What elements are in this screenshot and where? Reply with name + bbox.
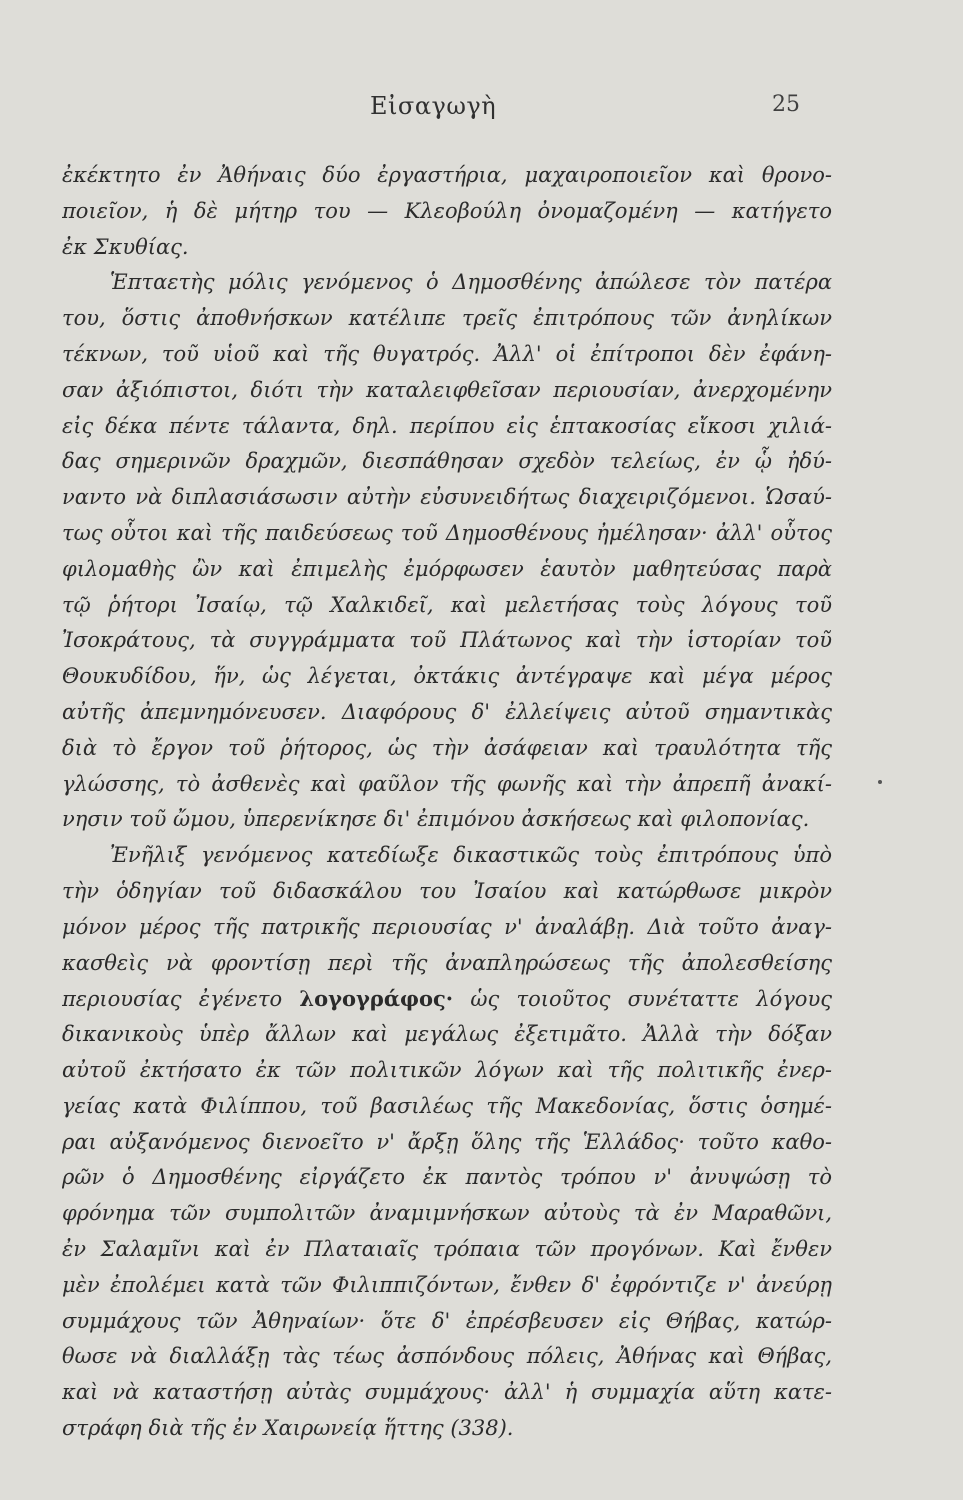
- text-line: Θουκυδίδου, ἥν, ὡς λέγεται, ὀκτάκις ἀντέγραψε καὶ μέγα μέρος: [62, 664, 832, 689]
- text-line: συμμάχους τῶν Ἀθηναίων· ὅτε δ' ἐπρέσβευσεν εἰς Θήβας, κατώρ-: [62, 1308, 832, 1333]
- page-header: [0, 80, 963, 120]
- text-line: θωσε νὰ διαλλάξῃ τὰς τέως ἀσπόνδους πόλεις, Ἀθήνας καὶ Θήβας,: [62, 1344, 832, 1369]
- text-line: Ἰσοκράτους, τὰ συγγράμματα τοῦ Πλάτωνος καὶ τὴν ἱστορίαν τοῦ: [62, 628, 832, 653]
- text-line: ναντο νὰ διπλασιάσωσιν αὐτὴν εὐσυνειδήτως διαχειριζόμενοι. Ὡσαύ-: [62, 485, 832, 510]
- text-line: Ἐνῆλιξ γενόμενος κατεδίωξε δικαστικῶς τοὺς ἐπιτρόπους ὑπὸ: [110, 843, 832, 868]
- text-line: γείας κατὰ Φιλίππου, τοῦ βασιλέως τῆς Μακεδονίας, ὅστις ὁσημέ-: [62, 1093, 832, 1118]
- text-line: τως οὗτοι καὶ τῆς παιδεύσεως τοῦ Δημοσθένους ἠμέλησαν· ἀλλ' οὗτος: [62, 520, 832, 545]
- text-line: δικανικοὺς ὑπὲρ ἄλλων καὶ μεγάλως ἐξετιμᾶτο. Ἀλλὰ τὴν δόξαν: [62, 1022, 832, 1047]
- text-line: ποιεῖον, ἡ δὲ μήτηρ του — Κλεοβούλη ὀνομαζομένη — κατήγετο: [62, 198, 832, 223]
- text-line-with-emphasis: [62, 981, 832, 1017]
- text-line: ρῶν ὁ Δημοσθένης εἰργάζετο ἐκ παντὸς τρόπου ν' ἀνυψώσῃ τὸ: [62, 1165, 832, 1190]
- text-line: μόνον μέρος τῆς πατρικῆς περιουσίας ν' ἀναλάβῃ. Διὰ τοῦτο ἀναγ-: [62, 914, 832, 939]
- margin-dot: [878, 780, 882, 784]
- text-segment: περιουσίας ἐγένετο: [62, 987, 283, 1012]
- text-line: αὐτοῦ ἐκτήσατο ἐκ τῶν πολιτικῶν λόγων καὶ τῆς πολιτικῆς ἐνερ-: [62, 1057, 832, 1082]
- running-title: Εἰσαγωγὴ: [370, 92, 497, 120]
- text-line: τέκνων, τοῦ υἱοῦ καὶ τῆς θυγατρός. Ἀλλ' οἱ ἐπίτροποι δὲν ἐφάνη-: [62, 341, 832, 366]
- text-line: ἐκέκτητο ἐν Ἀθήναις δύο ἐργαστήρια, μαχαιροποιεῖον καὶ θρονο-: [62, 163, 832, 187]
- text-line: δας σημερινῶν δραχμῶν, διεσπάθησαν σχεδὸν τελείως, ἐν ᾧ ἠδύ-: [62, 449, 832, 474]
- text-line: γλώσσης, τὸ ἀσθενὲς καὶ φαῦλον τῆς φωνῆς καὶ τὴν ἀπρεπῆ ἀνακί-: [62, 771, 832, 796]
- emphasized-term: λογογράφος·: [299, 986, 454, 1012]
- text-line: διὰ τὸ ἔργον τοῦ ῥήτορος, ὡς τὴν ἀσάφειαν καὶ τραυλότητα τῆς: [62, 735, 832, 760]
- text-line: εἰς δέκα πέντε τάλαντα, δηλ. περίπου εἰς ἑπτακοσίας εἴκοσι χιλιά-: [62, 413, 832, 438]
- text-line: ἐν Σαλαμῖνι καὶ ἐν Πλαταιαῖς τρόπαια τῶν προγόνων. Καὶ ἔνθεν: [62, 1236, 832, 1261]
- text-line: στράφη διὰ τῆς ἐν Χαιρωνείᾳ ἥττης (338).: [62, 1415, 514, 1440]
- text-line: φιλομαθὴς ὢν καὶ ἐπιμελὴς ἐμόρφωσεν ἑαυτὸν μαθητεύσας παρὰ: [62, 556, 832, 581]
- text-line: αὐτῆς ἀπεμνημόνευσεν. Διαφόρους δ' ἐλλείψεις αὐτοῦ σημαντικὰς: [62, 699, 832, 724]
- text-line: Ἑπταετὴς μόλις γενόμενος ὁ Δημοσθένης ἀπώλεσε τὸν πατέρα: [110, 270, 832, 295]
- text-line: ραι αὐξανόμενος διενοεῖτο ν' ἄρξῃ ὅλης τῆς Ἑλλάδος· τοῦτο καθο-: [62, 1129, 832, 1154]
- text-line: του, ὅστις ἀποθνήσκων κατέλιπε τρεῖς ἐπιτρόπους τῶν ἀνηλίκων: [62, 306, 832, 331]
- body-text: [62, 158, 832, 1447]
- text-segment: ὡς τοιοῦτος συνέταττε λόγους: [470, 987, 832, 1012]
- text-line: κασθεὶς νὰ φροντίσῃ περὶ τῆς ἀναπληρώσεως τῆς ἀπολεσθείσης: [62, 950, 832, 975]
- text-line: σαν ἀξιόπιστοι, διότι τὴν καταλειφθεῖσαν περιουσίαν, ἀνερχομένην: [62, 377, 832, 402]
- text-line: φρόνημα τῶν συμπολιτῶν ἀναμιμνήσκων αὐτοὺς τὰ ἐν Μαραθῶνι,: [62, 1201, 832, 1226]
- text-line: καὶ νὰ καταστήσῃ αὐτὰς συμμάχους· ἀλλ' ἡ συμμαχία αὕτη κατε-: [62, 1380, 832, 1405]
- text-line: τῷ ῥήτορι Ἰσαίῳ, τῷ Χαλκιδεῖ, καὶ μελετήσας τοὺς λόγους τοῦ: [62, 592, 832, 617]
- page-number: 25: [772, 92, 800, 117]
- text-line: τὴν ὁδηγίαν τοῦ διδασκάλου του Ἰσαίου καὶ κατώρθωσε μικρὸν: [62, 878, 832, 903]
- text-line: νησιν τοῦ ὤμου, ὑπερενίκησε δι' ἐπιμόνου ἀσκήσεως καὶ φιλοπονίας.: [62, 807, 810, 832]
- text-line: ἐκ Σκυθίας.: [62, 234, 189, 259]
- text-line: μὲν ἐπολέμει κατὰ τῶν Φιλιππιζόντων, ἔνθεν δ' ἐφρόντιζε ν' ἀνεύρῃ: [62, 1272, 832, 1297]
